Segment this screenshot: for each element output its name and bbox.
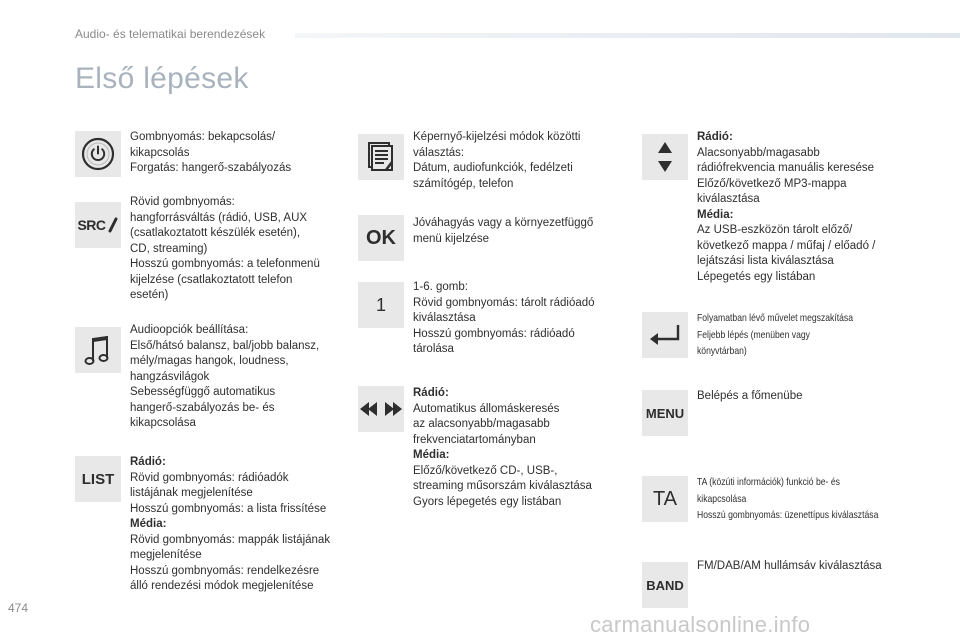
menu-description: Belépés a főmenübe: [697, 390, 803, 402]
watermark: carmanualsonline.info: [590, 612, 811, 637]
ta-description: TA (közúti információk) funkció be- és kikapcsolása Hosszú gombnyomás: üzenettípus kiválasztása: [697, 476, 879, 521]
menu-button: [642, 390, 688, 436]
src-label: SRC: [77, 217, 106, 233]
up-down-description: Rádió: Alacsonyabb/magasabb rádiófrekvencia manuális keresése Előző/következő MP3-mappa kiválasztása Média: Az USB-eszközön tárolt előző/ következő mappa / műfaj / előadó / lejátszási lista kiválasztása Lépegetés egy listában: [697, 131, 876, 283]
preset-button: [358, 282, 404, 328]
section-header: Audio- és telematikai berendezések: [75, 27, 266, 41]
ok-description: Jóváhagyás vagy a környezetfüggő menü kijelzése: [413, 217, 594, 245]
band-description: FM/DAB/AM hullámsáv kiválasztása: [697, 560, 882, 572]
src-description: Rövid gombnyomás: hangforrásváltás (rádió, USB, AUX (csatlakoztatott készülék esetén), CD, streaming) Hosszú gombnyomás: a telefonmenü kijelzése (csatlakoztatott telefon esetén): [130, 196, 320, 301]
screen-mode-description: Képernyő-kijelzési módok közötti választás: Dátum, audiofunkciók, fedélzeti számítógép, telefon: [413, 131, 581, 190]
list-description: Rádió: Rövid gombnyomás: rádióadók listájának megjelenítése Hosszú gombnyomás: a lista frissítése Média: Rövid gombnyomás: mappák listájának megjelenítése Hosszú gombnyomás: rendelkezésre álló rendezési módok megjelenítése: [130, 456, 331, 592]
band-label: BAND: [646, 577, 684, 593]
header-rule: [295, 33, 960, 38]
phone-icon: [107, 217, 119, 233]
page-number: 474: [8, 601, 29, 615]
preset-description: 1-6. gomb: Rövid gombnyomás: tárolt rádióadó kiválasztása Hosszú gombnyomás: rádióadó tárolása: [413, 281, 595, 355]
seek-arrows-icon: [359, 399, 403, 419]
ta-button: [642, 476, 688, 522]
band-button: [642, 562, 688, 608]
seek-button: [358, 386, 404, 432]
preset-label: 1: [375, 294, 386, 315]
back-return-icon: [648, 323, 682, 347]
music-note-icon: [83, 332, 113, 368]
up-down-button: [642, 134, 688, 180]
up-down-arrows-icon: [655, 140, 675, 174]
src-button: [75, 202, 121, 248]
power-button: [75, 131, 121, 177]
page-title: Első lépések: [75, 62, 249, 95]
ok-button: [358, 215, 404, 261]
menu-label: MENU: [645, 405, 685, 421]
list-button: [75, 456, 121, 502]
audio-description: Audioopciók beállítása: Első/hátsó balansz, bal/jobb balansz, mély/magas hangok, loudness, hangzásvilágok Sebességfüggő automatikus hangerő-szabályozás be- és kikapcsolása: [130, 324, 320, 429]
power-description: Gombnyomás: bekapcsolás/ kikapcsolás Forgatás: hangerő-szabályozás: [130, 131, 292, 174]
list-label: LIST: [81, 470, 115, 488]
ok-label: OK: [366, 226, 396, 249]
ta-label: TA: [652, 487, 678, 510]
back-description: Folyamatban lévő művelet megszakítása Feljebb lépés (menüben vagy könyvtárban): [697, 312, 854, 357]
back-button: [642, 312, 688, 358]
seek-description: Rádió: Automatikus állomáskeresés az alacsonyabb/magasabb frekvenciatartományban Média: Előző/következő CD-, USB-, streaming műsorszám kiválasztása Gyors lépegetés egy listában: [413, 387, 592, 508]
display-mode-icon: [366, 140, 396, 174]
audio-button: [75, 327, 121, 373]
screen-mode-button: [358, 134, 404, 180]
power-icon: [80, 136, 116, 172]
